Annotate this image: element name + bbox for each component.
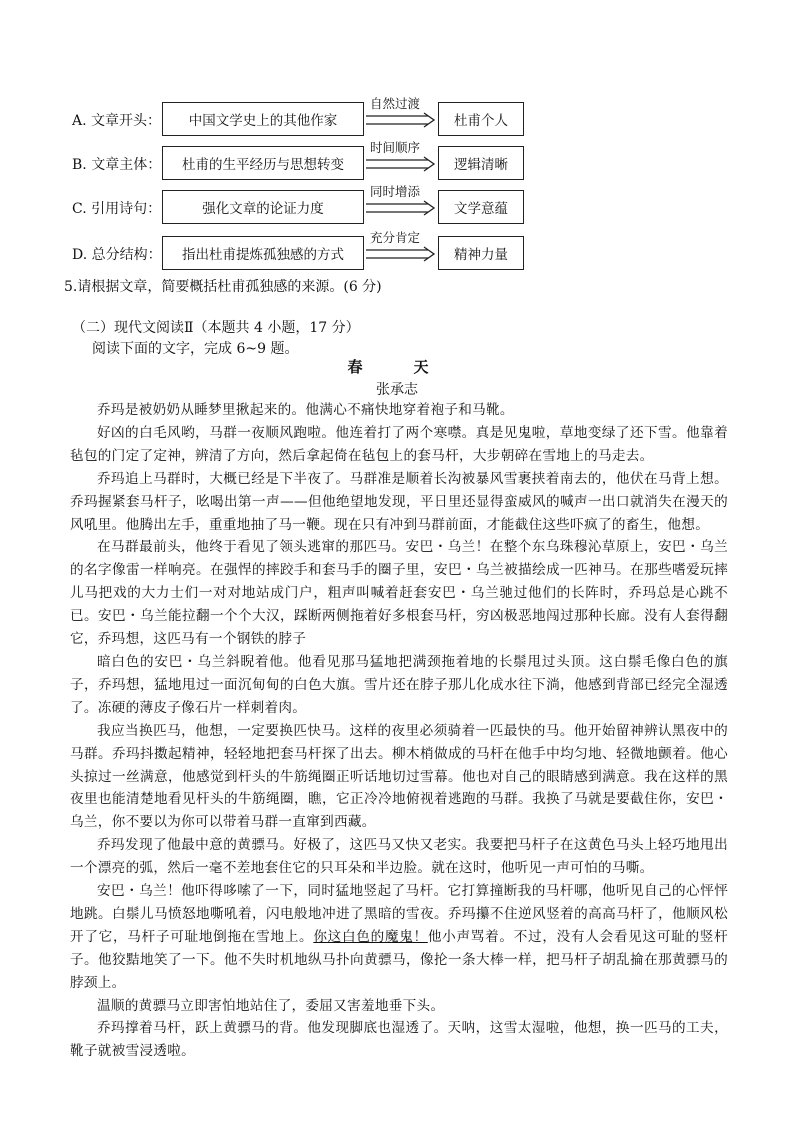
paragraph: 乔玛发现了他最中意的黄骠马。好极了，这匹马又快又老实。我要把马杆子在这黄色马头上轻巧地甩出一个漂亮的弧，然后一毫不差地套住它的只耳朵和半边脸。就在这时，他听见一声可怕的马嘶。 [70, 837, 728, 877]
arrow-right-icon [366, 112, 436, 128]
option-left-box: 杜甫的生平经历与思想转变 [162, 146, 364, 180]
option-label: A. 文章开头： [72, 113, 162, 129]
paragraph: 好凶的白毛风哟，马群一夜顺风跑啦。他连着打了两个寒噤。真是见鬼啦，草地变绿了还下雪。他靠着毡包的门定了定神，辨清了方向，然后拿起倚在毡包上的套马杆，大步朝碎在雪地上的马走去。 [70, 424, 728, 464]
option-left-box: 指出杜甫提炼孤独感的方式 [162, 236, 364, 270]
question-5: 5.请根据文章，简要概括杜甫孤独感的来源。(6 分) [64, 279, 382, 295]
article-author: 张承志 [376, 382, 418, 398]
instruction: 阅读下面的文字，完成 6~9 题。 [92, 341, 299, 357]
option-right-box: 杜甫个人 [438, 102, 524, 136]
option-left-box: 强化文章的论证力度 [162, 190, 364, 224]
paragraph: 乔玛撑着马杆，跃上黄骠马的背。他发现脚底也湿透了。天呐，这雪太湿啦，他想，换一匹马的工夫，靴子就被雪浸透啦。 [70, 1020, 728, 1060]
paragraph: 安巴・乌兰！他吓得哆嗦了一下，同时猛地竖起了马杆。它打算撞断我的马杆哪，他听见自己的心怦怦地跳。白鬃儿马愤怒地嘶吼着，闪电般地冲进了黑暗的雪夜。乔玛攥不住逆风竖着的高高马杆了，他顺风松开了它，马杆子可耻地倒拖在雪地上。你这白色的魔鬼！他小声骂着。不过，没有人会看见这可耻的竖杆子。他狡黠地笑了一下。他不失时机地纵马扑向黄骠马，像抡一条大棒一样，把马杆子胡乱掄在那黄骠马的脖颈上。 [70, 883, 728, 991]
option-label: B. 文章主体： [72, 157, 162, 173]
paragraph: 暗白色的安巴・乌兰斜睨着他。他看见那马猛地把满颈拖着地的长鬃甩过头顶。这白鬃毛像白色的旗子，乔玛想，猛地甩过一面沉甸甸的白色大旗。雪片还在脖子那儿化成水往下淌，他感到背部已经完全湿透了。冻硬的薄皮子像石片一样刺着肉。 [70, 653, 728, 716]
option-row [72, 184, 532, 224]
option-row [72, 140, 532, 180]
option-left-box: 中国文学史上的其他作家 [162, 102, 364, 136]
option-right-box: 精神力量 [438, 236, 524, 270]
article-body [70, 399, 728, 1063]
arrow-label: 自然过渡 [370, 96, 421, 111]
arrow-label: 充分肯定 [370, 230, 421, 245]
arrow-label: 同时增添 [370, 184, 421, 199]
arrow-right-icon [366, 200, 436, 216]
underlined-text: 你这白色的魔鬼！ [313, 928, 428, 945]
paragraph: 温顺的黄骠马立即害怕地站住了，委屈又害羞地垂下头。 [97, 997, 445, 1014]
option-row [72, 230, 532, 270]
paragraph: 乔玛追上马群时，大概已经是下半夜了。马群准是顺着长沟被暴风雪裹挟着南去的，他伏在马背上想。乔玛握紧套马杆子，吆喝出第一声——但他绝望地发现，平日里还显得蛮威风的喊声一出口就消失在漫天的风吼里。他腾出左手，重重地抽了马一鞭。现在只有冲到马群前面，才能截住这些吓疯了的畜生，他想。 [70, 470, 728, 533]
arrow-label: 时间顺序 [370, 140, 421, 155]
option-right-box: 逻辑清晰 [438, 146, 524, 180]
article-title: 春 天 [347, 358, 447, 376]
option-label: C. 引用诗句： [72, 201, 162, 217]
arrow-right-icon [366, 246, 436, 262]
option-label: D. 总分结构： [72, 247, 162, 263]
paragraph: 我应当换匹马，他想，一定要换匹快马。这样的夜里必须骑着一匹最快的马。他开始留神辨认黑夜中的马群。乔玛抖擞起精神，轻轻地把套马杆探了出去。柳木梢做成的马杆在他手中均匀地、轻微地颤着。他心头掠过一丝满意，他感觉到杆头的牛筋绳圈正听话地切过雪幕。他也对自己的眼睛感到满意。我在这样的黑夜里也能清楚地看见杆头的牛筋绳圈，瞧，它正冷冷地俯视着逃跑的马群。我换了马就是要截住你，安巴・乌兰，你不要以为你可以带着马群一直窜到西藏。 [70, 722, 728, 831]
option-row [72, 96, 532, 136]
paragraph: 在马群最前头，他终于看见了领头逃窜的那匹马。安巴・乌兰！在整个东乌珠穆沁草原上，安巴・乌兰的名字像雷一样响亮。在强悍的摔跤手和套马手的圈子里，安巴・乌兰被描绘成一匹神马。在那些嗜爱玩摔儿马把戏的大力士们一对对地站成门户，粗声叫喊着赶套安巴・乌兰驰过他们的长阵时，乔玛总是心跳不已。安巴・乌兰能拉翻一个个大汉，踩断两侧拖着好多根套马杆，穷凶极恶地闯过那种长廊。没有人套得翻它，乔玛想，这匹马有一个钢铁的脖子 [70, 539, 728, 648]
paragraph: 乔玛是被奶奶从睡梦里揪起来的。他满心不痛快地穿着袍子和马靴。 [97, 402, 514, 418]
option-right-box: 文学意蕴 [438, 190, 524, 224]
section-heading: （二）现代文阅读Ⅱ（本题共 4 小题，17 分） [72, 320, 360, 336]
arrow-right-icon [366, 156, 436, 172]
